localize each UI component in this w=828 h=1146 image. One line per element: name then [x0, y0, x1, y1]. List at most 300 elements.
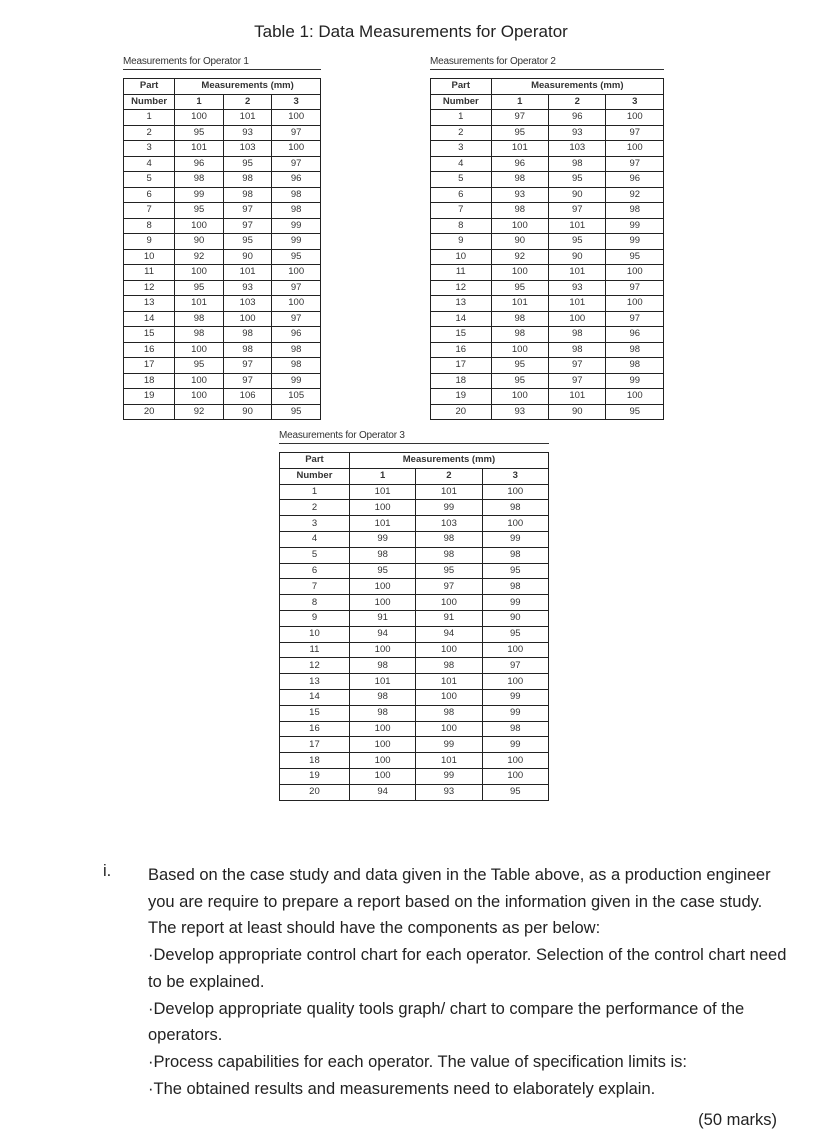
measurement-cell: 103: [223, 141, 272, 157]
table-row: [431, 358, 664, 374]
part-number-cell: 12: [431, 280, 492, 296]
measurement-cell: 96: [606, 327, 664, 343]
measurement-cell: 96: [175, 156, 224, 172]
measurement-cell: 101: [349, 674, 415, 690]
part-number-cell: 11: [280, 642, 350, 658]
part-number-cell: 5: [124, 172, 175, 188]
table-row: [280, 595, 549, 611]
table-row: [124, 156, 321, 172]
measurement-cell: 100: [223, 311, 272, 327]
measurement-cell: 93: [549, 125, 606, 141]
measurement-cell: 98: [416, 658, 482, 674]
measurement-cell: 95: [175, 280, 224, 296]
measurement-cell: 99: [482, 737, 548, 753]
table-row: [280, 674, 549, 690]
part-number-cell: 15: [431, 327, 492, 343]
part-number-cell: 7: [280, 579, 350, 595]
part-number-cell: 6: [431, 187, 492, 203]
number-header: Number: [280, 468, 350, 484]
table-row: [280, 484, 549, 500]
measurement-cell: 98: [482, 547, 548, 563]
measurement-cell: 100: [349, 737, 415, 753]
measurement-cell: 98: [482, 500, 548, 516]
measurement-cell: 99: [416, 768, 482, 784]
table-row: [280, 547, 549, 563]
table-row: [431, 141, 664, 157]
measurement-cell: 100: [416, 721, 482, 737]
measurement-cell: 98: [416, 531, 482, 547]
measurement-cell: 98: [606, 342, 664, 358]
measurement-cell: 101: [416, 484, 482, 500]
measurement-cell: 100: [349, 642, 415, 658]
question-number: i.: [103, 862, 112, 880]
requirement-quality-tools: ·Develop appropriate quality tools graph/ chart to compare the performance of the operators.: [148, 999, 745, 1045]
table-row: [431, 296, 664, 312]
measurement-cell: 97: [272, 125, 321, 141]
measurement-cell: 93: [223, 280, 272, 296]
measurement-cell: 96: [549, 110, 606, 126]
measurement-cell: 98: [272, 187, 321, 203]
measurement-cell: 93: [223, 125, 272, 141]
measurement-cell: 90: [482, 610, 548, 626]
measurement-cell: 97: [482, 658, 548, 674]
part-number-cell: 7: [431, 203, 492, 219]
measurement-cell: 99: [482, 595, 548, 611]
measurement-cell: 95: [549, 172, 606, 188]
measurement-cell: 101: [349, 516, 415, 532]
table-row: [280, 689, 549, 705]
measurement-cell: 97: [416, 579, 482, 595]
measurement-cell: 98: [349, 658, 415, 674]
measurement-cell: 96: [272, 172, 321, 188]
part-number-cell: 20: [431, 404, 492, 420]
measurement-cell: 98: [549, 156, 606, 172]
measurement-cell: 95: [549, 234, 606, 250]
trial-header: 3: [272, 94, 321, 110]
measurement-cell: 100: [416, 642, 482, 658]
table-row: [124, 342, 321, 358]
measurement-cell: 99: [606, 218, 664, 234]
measurement-cell: 100: [349, 595, 415, 611]
table-row: [124, 187, 321, 203]
part-number-cell: 16: [124, 342, 175, 358]
measurement-cell: 97: [549, 358, 606, 374]
operator-label: Measurements for Operator 3: [279, 430, 549, 444]
part-number-cell: 9: [124, 234, 175, 250]
measurement-cell: 98: [223, 187, 272, 203]
part-number-cell: 19: [124, 389, 175, 405]
measurement-cell: 100: [482, 516, 548, 532]
part-number-cell: 9: [280, 610, 350, 626]
table-row: [431, 187, 664, 203]
measurement-cell: 100: [349, 768, 415, 784]
measurement-cell: 98: [549, 342, 606, 358]
measurement-cell: 99: [272, 234, 321, 250]
part-number-cell: 19: [431, 389, 492, 405]
measurement-cell: 91: [349, 610, 415, 626]
measurement-cell: 98: [606, 358, 664, 374]
part-header: Part: [124, 79, 175, 95]
part-number-cell: 17: [431, 358, 492, 374]
measurement-cell: 97: [223, 373, 272, 389]
measurement-cell: 100: [272, 110, 321, 126]
part-number-cell: 18: [431, 373, 492, 389]
measurement-cell: 92: [606, 187, 664, 203]
table-row: [431, 249, 664, 265]
table-row: [124, 311, 321, 327]
part-number-cell: 13: [280, 674, 350, 690]
measurement-cell: 95: [175, 203, 224, 219]
measurement-cell: 99: [349, 531, 415, 547]
table-row: [124, 373, 321, 389]
measurement-cell: 98: [175, 327, 224, 343]
measurement-cell: 98: [416, 705, 482, 721]
part-number-cell: 17: [124, 358, 175, 374]
measurement-cell: 100: [272, 141, 321, 157]
table-row: [280, 500, 549, 516]
measurement-cell: 98: [491, 172, 548, 188]
table-row: [431, 265, 664, 281]
measurement-cell: 103: [416, 516, 482, 532]
table-row: [431, 327, 664, 343]
table-row: [431, 404, 664, 420]
measurement-cell: 101: [491, 141, 548, 157]
table-row: [124, 389, 321, 405]
measurement-cell: 98: [549, 327, 606, 343]
part-number-cell: 14: [280, 689, 350, 705]
part-number-cell: 11: [431, 265, 492, 281]
measurement-cell: 101: [549, 218, 606, 234]
measurement-cell: 101: [491, 296, 548, 312]
measurement-cell: 90: [491, 234, 548, 250]
measurement-cell: 101: [416, 674, 482, 690]
measurement-cell: 100: [606, 265, 664, 281]
part-number-cell: 14: [124, 311, 175, 327]
part-number-cell: 15: [280, 705, 350, 721]
measurement-cell: 97: [223, 203, 272, 219]
table-row: [431, 125, 664, 141]
table-row: [280, 610, 549, 626]
measurement-cell: 97: [491, 110, 548, 126]
measurement-cell: 101: [549, 389, 606, 405]
table-row: [431, 373, 664, 389]
part-number-cell: 3: [431, 141, 492, 157]
trial-header: 1: [349, 468, 415, 484]
measurement-cell: 94: [349, 784, 415, 800]
measurement-cell: 90: [549, 187, 606, 203]
table-row: [431, 110, 664, 126]
measurement-cell: 100: [416, 595, 482, 611]
measurement-cell: 100: [349, 500, 415, 516]
trial-header: 3: [482, 468, 548, 484]
measurement-cell: 100: [491, 389, 548, 405]
measurement-cell: 97: [606, 156, 664, 172]
part-number-cell: 20: [280, 784, 350, 800]
measurement-cell: 99: [416, 500, 482, 516]
table-row: [124, 358, 321, 374]
part-number-cell: 3: [124, 141, 175, 157]
measurement-cell: 95: [416, 563, 482, 579]
operator-1-table-block: [123, 56, 321, 420]
measurement-cell: 96: [272, 327, 321, 343]
table-row: [280, 737, 549, 753]
measurement-cell: 100: [175, 342, 224, 358]
measurement-cell: 101: [223, 265, 272, 281]
measurement-cell: 95: [223, 156, 272, 172]
measurement-cell: 98: [175, 172, 224, 188]
measurement-cell: 100: [175, 389, 224, 405]
table-row: [280, 768, 549, 784]
measurement-cell: 92: [175, 404, 224, 420]
measurement-cell: 100: [349, 753, 415, 769]
part-number-cell: 20: [124, 404, 175, 420]
measurement-cell: 97: [606, 125, 664, 141]
measurement-cell: 98: [491, 311, 548, 327]
measurement-cell: 97: [272, 280, 321, 296]
measurement-cell: 99: [416, 737, 482, 753]
table-row: [280, 516, 549, 532]
part-number-cell: 3: [280, 516, 350, 532]
measurement-cell: 101: [175, 296, 224, 312]
table-row: [280, 626, 549, 642]
part-number-cell: 15: [124, 327, 175, 343]
measurement-cell: 93: [491, 187, 548, 203]
measurement-cell: 95: [482, 626, 548, 642]
measurement-cell: 98: [349, 705, 415, 721]
table-row: [431, 172, 664, 188]
operator-2-table-block: [430, 56, 664, 420]
measurement-cell: 100: [482, 753, 548, 769]
part-number-cell: 4: [431, 156, 492, 172]
measurement-cell: 93: [491, 404, 548, 420]
measurement-cell: 90: [223, 404, 272, 420]
table-row: [280, 721, 549, 737]
measurement-cell: 100: [175, 265, 224, 281]
table-row: [124, 110, 321, 126]
measurement-cell: 99: [482, 531, 548, 547]
part-number-cell: 11: [124, 265, 175, 281]
part-number-cell: 5: [431, 172, 492, 188]
measurement-cell: 97: [549, 203, 606, 219]
table-row: [431, 342, 664, 358]
measurement-cell: 100: [491, 218, 548, 234]
table-row: [280, 642, 549, 658]
table-row: [124, 172, 321, 188]
part-number-cell: 17: [280, 737, 350, 753]
table-row: [431, 311, 664, 327]
part-number-cell: 6: [280, 563, 350, 579]
measurements-table: [430, 78, 664, 420]
measurement-cell: 95: [272, 249, 321, 265]
requirement-process-capability: ·Process capabilities for each operator. The value of specification limits is:: [148, 1052, 687, 1071]
measurements-header: Measurements (mm): [349, 453, 548, 469]
measurement-cell: 90: [549, 404, 606, 420]
marks: (50 marks): [698, 1111, 777, 1129]
part-number-cell: 9: [431, 234, 492, 250]
measurement-cell: 101: [349, 484, 415, 500]
measurement-cell: 98: [482, 721, 548, 737]
measurement-cell: 95: [482, 563, 548, 579]
measurement-cell: 103: [549, 141, 606, 157]
measurement-cell: 100: [482, 768, 548, 784]
trial-header: 2: [549, 94, 606, 110]
measurement-cell: 101: [549, 265, 606, 281]
measurement-cell: 95: [272, 404, 321, 420]
measurement-cell: 99: [272, 218, 321, 234]
part-number-cell: 1: [280, 484, 350, 500]
part-header: Part: [431, 79, 492, 95]
measurement-cell: 101: [175, 141, 224, 157]
table-row: [124, 327, 321, 343]
measurement-cell: 97: [272, 311, 321, 327]
measurement-cell: 95: [482, 784, 548, 800]
measurement-cell: 100: [175, 373, 224, 389]
measurement-cell: 103: [223, 296, 272, 312]
measurement-cell: 98: [223, 327, 272, 343]
part-number-cell: 16: [431, 342, 492, 358]
measurement-cell: 100: [606, 296, 664, 312]
trial-header: 3: [606, 94, 664, 110]
measurement-cell: 92: [175, 249, 224, 265]
measurement-cell: 90: [549, 249, 606, 265]
question-body: [148, 862, 788, 1102]
part-number-cell: 12: [280, 658, 350, 674]
measurement-cell: 97: [606, 280, 664, 296]
measurement-cell: 90: [223, 249, 272, 265]
measurement-cell: 98: [491, 327, 548, 343]
measurement-cell: 96: [491, 156, 548, 172]
part-number-cell: 4: [124, 156, 175, 172]
table-row: [124, 125, 321, 141]
table-row: [431, 156, 664, 172]
measurement-cell: 105: [272, 389, 321, 405]
measurement-cell: 95: [491, 358, 548, 374]
trial-header: 1: [175, 94, 224, 110]
part-number-cell: 8: [280, 595, 350, 611]
measurement-cell: 99: [482, 689, 548, 705]
measurement-cell: 90: [175, 234, 224, 250]
part-number-cell: 2: [431, 125, 492, 141]
measurement-cell: 100: [416, 689, 482, 705]
measurement-cell: 97: [549, 373, 606, 389]
measurement-cell: 101: [549, 296, 606, 312]
table-row: [431, 218, 664, 234]
measurement-cell: 95: [491, 280, 548, 296]
part-number-cell: 13: [431, 296, 492, 312]
measurement-cell: 100: [175, 110, 224, 126]
measurement-cell: 100: [272, 265, 321, 281]
part-number-cell: 2: [280, 500, 350, 516]
measurement-cell: 95: [491, 125, 548, 141]
part-number-cell: 19: [280, 768, 350, 784]
measurement-cell: 106: [223, 389, 272, 405]
measurements-table: [279, 452, 549, 801]
measurement-cell: 100: [272, 296, 321, 312]
measurement-cell: 95: [223, 234, 272, 250]
measurement-cell: 100: [606, 389, 664, 405]
table-row: [124, 296, 321, 312]
part-number-cell: 16: [280, 721, 350, 737]
measurement-cell: 100: [175, 218, 224, 234]
measurement-cell: 98: [272, 358, 321, 374]
measurement-cell: 97: [272, 156, 321, 172]
operator-3-table-block: [279, 430, 549, 801]
table-row: [280, 579, 549, 595]
measurement-cell: 100: [482, 484, 548, 500]
table-row: [431, 203, 664, 219]
table-row: [124, 203, 321, 219]
measurement-cell: 93: [416, 784, 482, 800]
measurement-cell: 100: [606, 110, 664, 126]
measurement-cell: 100: [491, 265, 548, 281]
table-title-text: Table 1: Data Measurements for Operator: [254, 22, 568, 41]
measurement-cell: 98: [272, 203, 321, 219]
measurement-cell: 92: [491, 249, 548, 265]
measurement-cell: 96: [606, 172, 664, 188]
measurement-cell: 100: [482, 674, 548, 690]
table-row: [431, 234, 664, 250]
part-number-cell: 1: [124, 110, 175, 126]
measurement-cell: 94: [349, 626, 415, 642]
measurement-cell: 98: [175, 311, 224, 327]
measurement-cell: 97: [223, 358, 272, 374]
measurement-cell: 94: [416, 626, 482, 642]
measurement-cell: 97: [606, 311, 664, 327]
measurement-cell: 95: [606, 404, 664, 420]
measurement-cell: 95: [175, 358, 224, 374]
table-row: [124, 280, 321, 296]
number-header: Number: [431, 94, 492, 110]
measurement-cell: 95: [491, 373, 548, 389]
part-header: Part: [280, 453, 350, 469]
table-row: [280, 705, 549, 721]
part-number-cell: 5: [280, 547, 350, 563]
measurement-cell: 98: [272, 342, 321, 358]
table-row: [280, 531, 549, 547]
table-row: [124, 249, 321, 265]
table-row: [431, 280, 664, 296]
table-row: [280, 563, 549, 579]
measurement-cell: 98: [491, 203, 548, 219]
measurement-cell: 100: [549, 311, 606, 327]
measurement-cell: 101: [223, 110, 272, 126]
table-title: [0, 22, 828, 42]
measurement-cell: 95: [349, 563, 415, 579]
part-number-cell: 10: [280, 626, 350, 642]
measurement-cell: 95: [175, 125, 224, 141]
measurement-cell: 95: [606, 249, 664, 265]
measurement-cell: 100: [349, 721, 415, 737]
part-number-cell: 1: [431, 110, 492, 126]
part-number-cell: 6: [124, 187, 175, 203]
part-number-cell: 2: [124, 125, 175, 141]
number-header: Number: [124, 94, 175, 110]
operator-label: Measurements for Operator 2: [430, 56, 664, 70]
table-row: [124, 141, 321, 157]
trial-header: 1: [491, 94, 548, 110]
measurement-cell: 100: [491, 342, 548, 358]
measurement-cell: 98: [349, 547, 415, 563]
part-number-cell: 18: [280, 753, 350, 769]
measurement-cell: 91: [416, 610, 482, 626]
part-number-cell: 14: [431, 311, 492, 327]
table-row: [124, 218, 321, 234]
part-number-cell: 4: [280, 531, 350, 547]
measurement-cell: 98: [416, 547, 482, 563]
table-row: [280, 658, 549, 674]
table-row: [280, 753, 549, 769]
requirement-explanation: ·The obtained results and measurements need to elaborately explain.: [148, 1079, 656, 1098]
